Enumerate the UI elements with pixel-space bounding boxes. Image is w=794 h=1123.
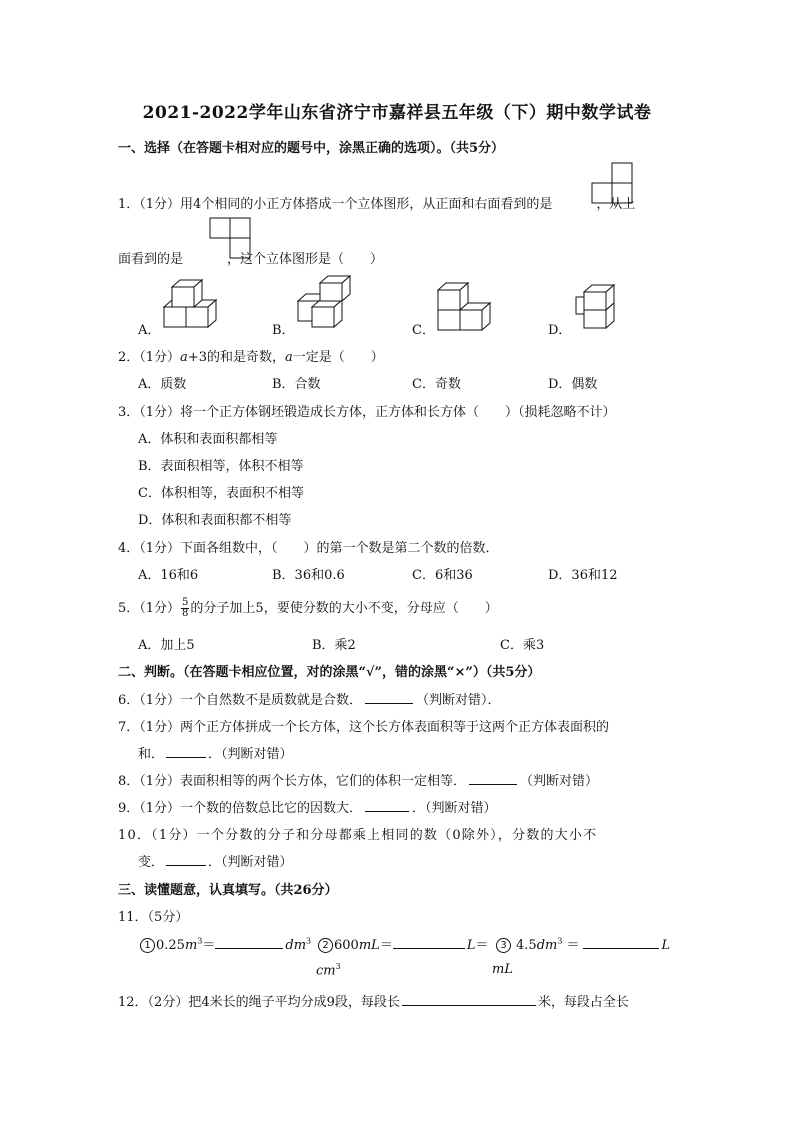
q5-option-b: B．乘2 bbox=[312, 638, 356, 653]
answer-blank[interactable] bbox=[393, 936, 465, 949]
q11-sub-unit-text: cm bbox=[316, 963, 336, 979]
question-8-text: 8．（1分）表面积相等的两个长方体，它们的体积一定相等． bbox=[118, 774, 467, 789]
answer-blank[interactable] bbox=[365, 691, 413, 704]
question-12-text: 12．（2分）把4米长的绳子平均分成9段，每段长 bbox=[118, 995, 400, 1010]
answer-blank[interactable] bbox=[402, 993, 536, 1006]
q2-option-c: C．奇数 bbox=[412, 377, 461, 392]
q1-option-d-cube-figure bbox=[570, 282, 620, 332]
q1-option-b-cube-figure bbox=[294, 275, 354, 331]
page-title: 2021-2022学年山东省济宁市嘉祥县五年级（下）期中数学试卷 bbox=[142, 103, 652, 123]
question-2-var-a: a bbox=[180, 350, 188, 365]
q11-item-3 bbox=[496, 934, 670, 953]
q11-sub-unit-exp: 3 bbox=[335, 962, 341, 971]
question-8 bbox=[118, 770, 598, 789]
equals-sign: ＝ bbox=[379, 938, 393, 953]
answer-blank[interactable] bbox=[166, 745, 206, 758]
fraction-denominator: 8 bbox=[182, 608, 189, 619]
q1-option-d-label: D． bbox=[548, 323, 572, 338]
q5-option-a: A．加上5 bbox=[138, 638, 195, 653]
q4-option-a: A．16和6 bbox=[138, 568, 199, 583]
question-9-text: 9．（1分）一个数的倍数总比它的因数大． bbox=[118, 801, 363, 816]
q3-option-b: B．表面积相等，体积不相等 bbox=[138, 459, 304, 474]
question-5-prefix: 5．（1分） bbox=[118, 601, 181, 616]
q3-option-c: C．体积相等，表面积不相等 bbox=[138, 486, 304, 501]
question-5 bbox=[118, 597, 498, 619]
question-10-suffix: ．（判断对错） bbox=[208, 855, 293, 870]
q1-option-a-label: A． bbox=[138, 323, 161, 338]
q11-item-2-sub-unit bbox=[492, 962, 513, 977]
question-7-suffix: ．（判断对错） bbox=[208, 747, 293, 762]
q4-option-c: C．6和36 bbox=[412, 568, 473, 583]
answer-blank[interactable] bbox=[215, 936, 283, 949]
question-9 bbox=[118, 797, 497, 816]
q11-item-2-unit: mL bbox=[358, 938, 380, 953]
question-8-suffix: （判断对错） bbox=[520, 774, 599, 789]
q1-option-a-cube-figure bbox=[160, 275, 220, 331]
question-3: 3．（1分）将一个正方体钢坯锻造成长方体，正方体和长方体（ ）（损耗忽略不计） bbox=[118, 405, 616, 420]
q11-item-1-answer-unit: dm bbox=[285, 938, 307, 953]
front-right-view-icon bbox=[592, 162, 634, 204]
answer-blank[interactable] bbox=[365, 799, 409, 812]
question-1-line-1 bbox=[118, 193, 635, 212]
q11-sub-unit-text: mL bbox=[492, 962, 513, 977]
q2-option-a: A．质数 bbox=[138, 377, 187, 392]
question-7-text: 和． bbox=[138, 747, 165, 762]
q11-item-2-value: 600 bbox=[334, 938, 359, 953]
q11-item-1-answer-exp: 3 bbox=[306, 936, 312, 946]
equals-sign: ＝ bbox=[202, 938, 216, 953]
section-2-heading: 二、判断。（在答题卡相应位置，对的涂黑“√”，错的涂黑“×”）（共5分） bbox=[118, 665, 541, 680]
question-6 bbox=[118, 689, 501, 708]
question-1-text-a: 1．（1分）用4个相同的小正方体搭成一个立体图形，从正面和右面看到的是 bbox=[118, 197, 553, 212]
question-11-label: 11．（5分） bbox=[118, 910, 189, 925]
question-6-suffix: （判断对错）． bbox=[416, 693, 501, 708]
q11-item-1-unit: m bbox=[184, 938, 198, 953]
question-12-suffix: 米，每段占全长 bbox=[537, 995, 629, 1010]
q1-option-c-label: C． bbox=[412, 323, 435, 338]
q2-option-d: D．偶数 bbox=[548, 377, 598, 392]
question-2-suffix: 一定是（ ） bbox=[292, 350, 384, 365]
question-2-mid: +3的和是奇数， bbox=[187, 350, 285, 365]
question-1-text-c: 面看到的是 bbox=[118, 252, 184, 267]
q11-item-2-answer-unit: L bbox=[466, 938, 476, 953]
q11-item-3-value: 4.5 bbox=[516, 938, 537, 953]
q3-option-d: D．体积和表面积都不相等 bbox=[138, 513, 292, 528]
question-7-line-2 bbox=[138, 743, 293, 762]
question-12 bbox=[118, 991, 629, 1010]
q4-option-d: D．36和12 bbox=[548, 568, 618, 583]
q3-option-a: A．体积和表面积都相等 bbox=[138, 432, 278, 447]
answer-blank[interactable] bbox=[469, 772, 517, 785]
question-2-prefix: 2．（1分） bbox=[118, 350, 181, 365]
equals-sign: ＝ bbox=[475, 938, 489, 953]
q5-option-c: C．乘3 bbox=[500, 638, 545, 653]
question-2-var-a-2: a bbox=[284, 350, 293, 365]
answer-blank[interactable] bbox=[166, 853, 206, 866]
question-10-text: 变． bbox=[138, 855, 165, 870]
question-2 bbox=[118, 346, 384, 365]
question-4: 4．（1分）下面各组数中，（ ）的第一个数是第二个数的倍数． bbox=[118, 541, 499, 556]
circled-number-2: 2 bbox=[318, 938, 333, 953]
q11-item-3-exp: 3 bbox=[557, 936, 563, 946]
question-7-line-1: 7．（1分）两个正方体拼成一个长方体，这个长方体表面积等于这两个正方体表面积的 bbox=[118, 720, 610, 735]
q1-option-b-label: B． bbox=[272, 323, 295, 338]
q1-option-c-cube-figure bbox=[434, 282, 494, 332]
equals-sign: ＝ bbox=[566, 938, 580, 953]
question-10-line-2 bbox=[138, 851, 293, 870]
question-1-text-b: ，从上 bbox=[596, 197, 636, 212]
q11-item-1 bbox=[140, 934, 311, 953]
fraction-numerator: 5 bbox=[182, 597, 189, 608]
section-3-heading: 三、读懂题意，认真填写。（共26分） bbox=[118, 883, 338, 898]
question-5-suffix: 的分子加上5，要使分数的大小不变，分母应（ ） bbox=[190, 601, 498, 616]
section-1-heading: 一、选择（在答题卡相对应的题号中，涂黑正确的选项）。（共5分） bbox=[118, 141, 505, 156]
q11-item-3-answer-unit: L bbox=[661, 938, 671, 953]
circled-number-1: 1 bbox=[140, 938, 155, 953]
question-6-text: 6．（1分）一个自然数不是质数就是合数． bbox=[118, 693, 363, 708]
top-view-icon bbox=[210, 217, 252, 259]
circled-number-3: 3 bbox=[496, 938, 511, 953]
q4-option-b: B．36和0.6 bbox=[272, 568, 345, 583]
fraction-five-eighths bbox=[181, 598, 189, 619]
question-1-text-d: ，这个立体图形是（ ） bbox=[227, 252, 384, 267]
q11-item-2 bbox=[318, 934, 488, 953]
q11-item-1-value: 0.25 bbox=[156, 938, 185, 953]
q11-item-1-exp: 3 bbox=[197, 936, 203, 946]
question-9-suffix: ．（判断对错） bbox=[412, 801, 497, 816]
q2-option-b: B．合数 bbox=[272, 377, 321, 392]
q11-item-1-sub-unit bbox=[316, 962, 341, 978]
question-10-line-1: 10．（1分）一个分数的分子和分母都乘上相同的数（0除外），分数的大小不 bbox=[118, 828, 598, 843]
q11-item-3-unit: dm bbox=[536, 938, 558, 953]
answer-blank[interactable] bbox=[583, 936, 659, 949]
